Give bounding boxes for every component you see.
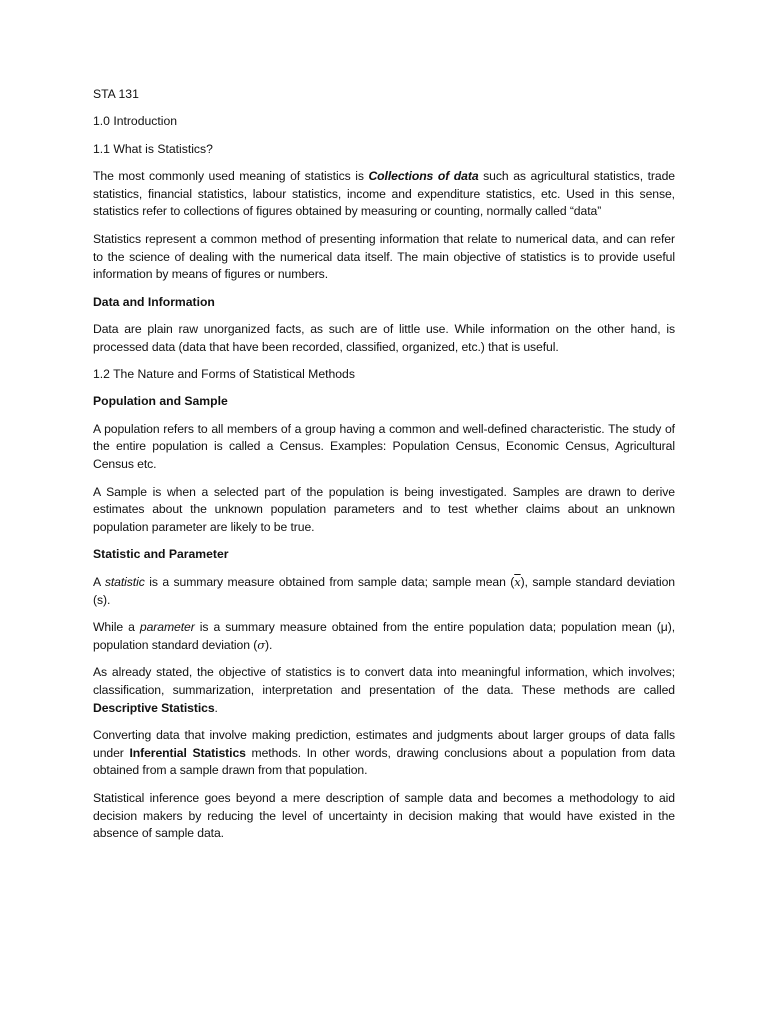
term-descriptive-statistics: Descriptive Statistics bbox=[93, 700, 215, 715]
term-statistic: statistic bbox=[104, 574, 145, 589]
heading-population-and-sample: Population and Sample bbox=[93, 394, 228, 409]
document-page bbox=[93, 86, 675, 853]
course-code: STA 131 bbox=[93, 87, 139, 101]
paragraph-statistic-definition: A statistic is a summary measure obtained from sample data; sample mean $(\overline{x})$, sample standard deviation (s). bbox=[93, 574, 675, 607]
paragraph-population: A population refers to all members of a group having a common and well-defined characteristic. The study of the entire population is called a Census. Examples: Population Census, Economic Census, Agricultural Census etc. bbox=[93, 421, 675, 472]
paragraph-statistical-inference: Statistical inference goes beyond a mere description of sample data and becomes a methodology to aid decision makers by reducing the level of uncertainty in decision making that would have existed in the absence of sample data. bbox=[93, 790, 675, 841]
paragraph-data-vs-information: Data are plain raw unorganized facts, as such are of little use. While information on the other hand, is processed data (data that have been recorded, classified, organized, etc.) that is useful. bbox=[93, 321, 675, 354]
term-parameter: parameter bbox=[139, 619, 195, 634]
section-title-what-is-statistics: 1.1 What is Statistics? bbox=[93, 141, 213, 156]
symbol-sigma: σ bbox=[257, 637, 265, 652]
term-inferential-statistics: Inferential Statistics bbox=[129, 745, 246, 760]
paragraph-parameter-definition: While a parameter is a summary measure obtained from the entire population data; population mean (μ), population standard deviation (σ). bbox=[93, 619, 675, 652]
section-title-nature-and-forms: 1.2 The Nature and Forms of Statistical Methods bbox=[93, 367, 355, 382]
heading-data-and-information: Data and Information bbox=[93, 294, 215, 309]
paragraph-meaning-of-statistics: The most commonly used meaning of statistics is Collections of data such as agricultural statistics, trade statistics, financial statistics, labour statistics, income and expenditure statistics, etc. Used in this sense, statistics refer to collections of figures obtained by measuring or counting, normally called “data” bbox=[93, 168, 675, 219]
paragraph-statistics-represent: Statistics represent a common method of presenting information that relate to numerical data, and can refer to the science of dealing with the numerical data itself. The main objective of statistics is to provide useful information by means of figures or numbers. bbox=[93, 231, 675, 282]
paragraph-descriptive-statistics: As already stated, the objective of statistics is to convert data into meaningful information, which involves; classification, summarization, interpretation and presentation of the data. These methods are called Descriptive Statistics. bbox=[93, 664, 675, 715]
symbol-x-bar: $\overline{x}$ bbox=[514, 574, 521, 589]
emphasis-collections-of-data: Collections of data bbox=[368, 168, 479, 183]
paragraph-inferential-statistics: Converting data that involve making prediction, estimates and judgments about larger groups of data falls under Inferential Statistics methods. In other words, drawing conclusions about a population from data obtained from a sample drawn from that population. bbox=[93, 727, 676, 778]
heading-statistic-and-parameter: Statistic and Parameter bbox=[93, 547, 229, 562]
section-title-introduction: 1.0 Introduction bbox=[93, 114, 178, 129]
paragraph-sample: A Sample is when a selected part of the population is being investigated. Samples are drawn to derive estimates about the unknown population parameters and to test whether claims about an unknown population parameter are likely to be true. bbox=[93, 484, 675, 535]
